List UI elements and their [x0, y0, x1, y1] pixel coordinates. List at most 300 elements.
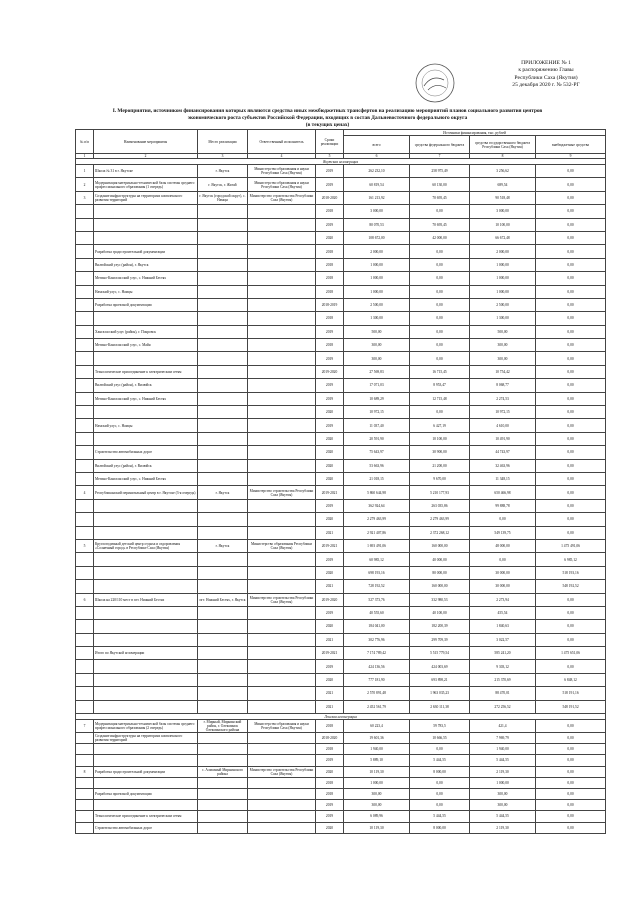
row-num — [76, 822, 94, 833]
row-period: 2018 — [316, 788, 344, 799]
row-extra: 0,00 — [536, 339, 606, 352]
row-responsible — [248, 822, 316, 833]
table-row — [76, 673, 606, 686]
row-extra: 0,00 — [536, 165, 606, 178]
row-place — [198, 285, 248, 298]
row-place — [198, 733, 248, 744]
table-row — [76, 432, 606, 445]
row-num — [76, 788, 94, 799]
table-row — [76, 486, 606, 499]
row-period: 2020 — [316, 620, 344, 633]
row-period: 2019-2021 — [316, 539, 344, 552]
header-period: Сроки реализации — [316, 130, 344, 154]
row-extra: 0,00 — [536, 419, 606, 432]
row-name: Строительство автомобильных дорог — [94, 822, 198, 833]
row-name: Создание инфраструктуры на территориях комплексного развития территорий — [94, 191, 198, 204]
row-name: Намский улус, с. Намцы — [94, 285, 198, 298]
table-row — [76, 446, 606, 459]
row-federal: 424 003,69 — [410, 660, 470, 673]
row-place — [198, 687, 248, 700]
row-federal: 0,00 — [410, 352, 470, 365]
row-total: 5 860 644,98 — [344, 486, 410, 499]
row-name — [94, 566, 198, 579]
seal-stamp — [414, 62, 456, 104]
row-republic: 10 972,15 — [470, 406, 536, 419]
row-period: 2020 — [316, 566, 344, 579]
row-total: 60 985,12 — [344, 553, 410, 566]
row-responsible — [248, 419, 316, 432]
table-row — [76, 245, 606, 258]
row-responsible — [248, 733, 316, 744]
row-name: Модернизация материально-технической базы системы среднего профессионального образования (1 очередь) — [94, 178, 198, 191]
row-total: 500,00 — [344, 325, 410, 338]
row-extra: 0,00 — [536, 633, 606, 646]
row-period: 2020 — [316, 822, 344, 833]
title-line: I. Мероприятия, источником финансирования которых являются средства иных межбюджетных трансфертов на реализацию мероприятий планов социального развития центров — [112, 108, 543, 114]
row-place — [198, 620, 248, 633]
table-row — [76, 811, 606, 822]
row-republic: 2 000,00 — [470, 245, 536, 258]
row-responsible — [248, 406, 316, 419]
row-total: 1 693 491,06 — [344, 539, 410, 552]
row-extra: 0,00 — [536, 258, 606, 271]
table-row — [76, 822, 606, 833]
row-federal: 2 279 463,99 — [410, 513, 470, 526]
row-num: 6 — [76, 593, 94, 606]
row-place — [198, 446, 248, 459]
row-federal: 40 100,00 — [410, 606, 470, 619]
row-responsible — [248, 298, 316, 311]
row-period: 2020 — [316, 406, 344, 419]
row-num — [76, 312, 94, 325]
row-responsible — [248, 312, 316, 325]
row-extra: 0,00 — [536, 298, 606, 311]
table-row — [76, 459, 606, 472]
row-republic: 1 840,63 — [470, 620, 536, 633]
row-responsible — [248, 499, 316, 512]
row-total: 10 119,30 — [344, 822, 410, 833]
appendix-block — [466, 60, 626, 90]
row-republic: 3 256,62 — [470, 165, 536, 178]
row-total: 19 601,36 — [344, 733, 410, 744]
row-responsible — [248, 392, 316, 405]
row-place — [198, 218, 248, 231]
header-total: всего — [344, 136, 410, 154]
row-place: г. Якутск — [198, 165, 248, 178]
row-responsible — [248, 526, 316, 539]
row-name — [94, 205, 198, 218]
row-extra: 1 475 491,06 — [536, 539, 606, 552]
row-extra: 0,00 — [536, 606, 606, 619]
table-row — [76, 392, 606, 405]
row-responsible: Министерство образования и науки Республики Саха (Якутия) — [248, 178, 316, 191]
table-row — [76, 165, 606, 178]
table-row — [76, 191, 606, 204]
row-federal: 299 709,39 — [410, 633, 470, 646]
row-place: г. Мирный, Мирнинский район, г. Олекминск Олекминского района — [198, 720, 248, 733]
row-extra: 0,00 — [536, 272, 606, 285]
row-period: 2019-2021 — [316, 486, 344, 499]
table-row — [76, 339, 606, 352]
row-num — [76, 406, 94, 419]
row-responsible — [248, 258, 316, 271]
row-responsible — [248, 673, 316, 686]
row-num — [76, 298, 94, 311]
row-extra: 0,00 — [536, 325, 606, 338]
row-num: 2 — [76, 178, 94, 191]
row-num — [76, 499, 94, 512]
row-total: 424 136,56 — [344, 660, 410, 673]
row-num — [76, 419, 94, 432]
row-extra: 0,00 — [536, 432, 606, 445]
row-extra: 518 193,16 — [536, 566, 606, 579]
row-extra: 6 985,12 — [536, 553, 606, 566]
row-republic: 10 491,90 — [470, 432, 536, 445]
row-num — [76, 620, 94, 633]
table-row — [76, 526, 606, 539]
row-name: Школа на 220/110 мест в пгт. Нижний Бестях — [94, 593, 198, 606]
row-federal: 0,00 — [410, 339, 470, 352]
row-federal: 21 200,00 — [410, 459, 470, 472]
row-republic: 5 444,55 — [470, 755, 536, 766]
row-responsible: Министерство строительства Республики Саха (Якутия) — [248, 593, 316, 606]
table-row — [76, 755, 606, 766]
row-name: Итого по Якутской агломерации — [94, 647, 198, 660]
row-total: 698 193,16 — [344, 566, 410, 579]
row-num — [76, 811, 94, 822]
row-place — [198, 606, 248, 619]
header-republic: средства государственного бюджета Республики Саха (Якутия) — [470, 136, 536, 154]
row-extra: 0,00 — [536, 744, 606, 755]
row-responsible — [248, 606, 316, 619]
row-extra: 0,00 — [536, 231, 606, 244]
row-place — [198, 432, 248, 445]
row-total: 728 192,52 — [344, 580, 410, 593]
row-period: 2018 — [316, 312, 344, 325]
row-federal: 2 630 111,38 — [410, 700, 470, 713]
row-total: 1 000,00 — [344, 777, 410, 788]
index-cell: 4 — [248, 154, 316, 159]
row-place — [198, 788, 248, 799]
row-republic: 32 463,96 — [470, 459, 536, 472]
table-row — [76, 733, 606, 744]
row-name — [94, 687, 198, 700]
row-federal: 0,00 — [410, 744, 470, 755]
table-row — [76, 744, 606, 755]
row-responsible — [248, 580, 316, 593]
row-responsible — [248, 432, 316, 445]
row-responsible — [248, 811, 316, 822]
table-row — [76, 231, 606, 244]
row-period: 2019 — [316, 165, 344, 178]
row-place — [198, 339, 248, 352]
row-extra: 0,00 — [536, 788, 606, 799]
row-place — [198, 526, 248, 539]
row-federal: 60 130,00 — [410, 178, 470, 191]
row-extra: 0,00 — [536, 446, 606, 459]
row-total: 300,00 — [344, 339, 410, 352]
row-period: 2018 — [316, 744, 344, 755]
row-extra: 0,00 — [536, 218, 606, 231]
row-federal: 0,00 — [410, 272, 470, 285]
row-num — [76, 660, 94, 673]
row-federal: 0,00 — [410, 788, 470, 799]
row-federal: 2 372 268,12 — [410, 526, 470, 539]
row-place: г. Якутск, г. Жатай — [198, 178, 248, 191]
row-republic: 2 119,30 — [470, 766, 536, 777]
row-period: 2019 — [316, 811, 344, 822]
row-extra: 0,00 — [536, 285, 606, 298]
row-total: 60 223,4 — [344, 720, 410, 733]
row-name: Разработка проектной документации — [94, 298, 198, 311]
row-name — [94, 406, 198, 419]
row-federal: 160 000,00 — [410, 580, 470, 593]
row-federal: 6 427,19 — [410, 419, 470, 432]
row-place — [198, 580, 248, 593]
table-row — [76, 606, 606, 619]
row-extra: 0,00 — [536, 205, 606, 218]
row-federal: 263 035,86 — [410, 499, 470, 512]
row-federal: 42 000,00 — [410, 231, 470, 244]
row-name — [94, 633, 198, 646]
row-place: г. Якутск (городской округ), с. Намцы — [198, 191, 248, 204]
row-federal: 258 975,49 — [410, 165, 470, 178]
row-responsible — [248, 446, 316, 459]
row-republic: 10 100,00 — [470, 218, 536, 231]
index-cell: 1 — [76, 154, 94, 159]
appendix-line: к распоряжению Главы — [518, 67, 574, 74]
row-responsible — [248, 272, 316, 285]
table-row — [76, 406, 606, 419]
row-republic: 2 119,30 — [470, 822, 536, 833]
row-num: 1 — [76, 165, 94, 178]
row-num — [76, 744, 94, 755]
row-place — [198, 755, 248, 766]
row-name — [94, 673, 198, 686]
row-republic: 1 000,00 — [470, 285, 536, 298]
row-period: 2018 — [316, 272, 344, 285]
row-period: 2019 — [316, 352, 344, 365]
table-row — [76, 660, 606, 673]
row-federal: 0,00 — [410, 245, 470, 258]
table-row — [76, 205, 606, 218]
row-extra: 0,00 — [536, 526, 606, 539]
appendix-line: Республики Саха (Якутия) — [514, 74, 578, 81]
row-federal: 0,00 — [410, 285, 470, 298]
row-total: 302 776,96 — [344, 633, 410, 646]
table-row — [76, 218, 606, 231]
table-row — [76, 312, 606, 325]
row-name: Круглогодичный детский центр отдыха и оздоровления «Солнечный город» в Республике Саха (Якутия) — [94, 539, 198, 552]
row-name — [94, 312, 198, 325]
header-sources: Источники финансирования, тыс. рублей — [344, 130, 606, 136]
table-row — [76, 800, 606, 811]
row-republic: 9 303,12 — [470, 660, 536, 673]
row-period: 2018 — [316, 205, 344, 218]
row-place — [198, 777, 248, 788]
row-period: 2018 — [316, 720, 344, 733]
row-total: 262 232,10 — [344, 165, 410, 178]
row-extra: 0,00 — [536, 245, 606, 258]
row-extra: 0,00 — [536, 191, 606, 204]
row-total: 53 663,96 — [344, 459, 410, 472]
row-extra: 0,00 — [536, 660, 606, 673]
row-period: 2019-2021 — [316, 647, 344, 660]
row-place — [198, 231, 248, 244]
index-cell: 5 — [316, 154, 344, 159]
row-federal: 40 000,00 — [410, 553, 470, 566]
row-period: 2018 — [316, 339, 344, 352]
row-name — [94, 660, 198, 673]
row-republic: 300,00 — [470, 788, 536, 799]
index-cell: 7 — [410, 154, 470, 159]
row-place — [198, 647, 248, 660]
row-name: Создание инфраструктуры на территориях комплексного развития территорий — [94, 733, 198, 744]
row-period: 2019 — [316, 392, 344, 405]
row-place — [198, 811, 248, 822]
row-place — [198, 258, 248, 271]
row-period: 2018-2020 — [316, 733, 344, 744]
row-republic: 10 754,42 — [470, 365, 536, 378]
row-republic: 1 300,00 — [470, 312, 536, 325]
table-row — [76, 325, 606, 338]
row-name — [94, 620, 198, 633]
row-federal: 5 444,55 — [410, 755, 470, 766]
row-extra: 548 191,52 — [536, 700, 606, 713]
row-total: 527 373,76 — [344, 593, 410, 606]
row-place — [198, 419, 248, 432]
row-total: 300,00 — [344, 352, 410, 365]
row-total: 2 921 407,86 — [344, 526, 410, 539]
row-total: 7 174 789,42 — [344, 647, 410, 660]
row-extra: 518 191,16 — [536, 687, 606, 700]
row-place — [198, 822, 248, 833]
row-num: 7 — [76, 720, 94, 733]
row-name: Вилюйский улус (район), г. Вилюйск — [94, 459, 198, 472]
row-federal: 332 980,53 — [410, 593, 470, 606]
row-responsible — [248, 459, 316, 472]
row-total: 40 555,60 — [344, 606, 410, 619]
row-name: Школа № 31 в г. Якутске — [94, 165, 198, 178]
row-total: 10 689,29 — [344, 392, 410, 405]
row-federal: 160 000,00 — [410, 539, 470, 552]
row-republic: 11 348,15 — [470, 472, 536, 485]
row-federal: 8 000,00 — [410, 822, 470, 833]
row-period: 2019 — [316, 178, 344, 191]
row-responsible — [248, 379, 316, 392]
row-total: 27 569,83 — [344, 365, 410, 378]
row-place: г. Якутск — [198, 539, 248, 552]
table-row — [76, 499, 606, 512]
row-republic: 300,00 — [470, 352, 536, 365]
row-name — [94, 700, 198, 713]
row-responsible: Министерство строительства Республики Саха (Якутия) — [248, 191, 316, 204]
row-total: 2 000,00 — [344, 245, 410, 258]
row-total: 17 071,03 — [344, 379, 410, 392]
row-num — [76, 553, 94, 566]
row-responsible — [248, 633, 316, 646]
row-federal: 8 953,47 — [410, 379, 470, 392]
row-num — [76, 339, 94, 352]
row-period: 2019 — [316, 553, 344, 566]
row-responsible — [248, 687, 316, 700]
table-row — [76, 513, 606, 526]
row-extra: 0,00 — [536, 406, 606, 419]
row-total: 11 037,40 — [344, 419, 410, 432]
row-num — [76, 218, 94, 231]
table-row — [76, 352, 606, 365]
row-federal: 693 898,21 — [410, 673, 470, 686]
row-extra: 0,00 — [536, 499, 606, 512]
row-extra: 0,00 — [536, 733, 606, 744]
section-title: Якутская агломерация — [76, 159, 606, 165]
row-num — [76, 325, 94, 338]
row-responsible: Министерство строительства Республики Саха (Якутия) — [248, 766, 316, 777]
row-responsible — [248, 744, 316, 755]
row-federal: 0,00 — [410, 312, 470, 325]
row-period: 2018 — [316, 285, 344, 298]
table-row — [76, 647, 606, 660]
header-num: № п/п — [76, 130, 94, 154]
row-place — [198, 298, 248, 311]
row-period: 2018 — [316, 777, 344, 788]
row-period: 2019 — [316, 325, 344, 338]
row-republic: 585 241,20 — [470, 647, 536, 660]
row-place — [198, 379, 248, 392]
index-cell: 6 — [344, 154, 410, 159]
row-extra: 0,00 — [536, 178, 606, 191]
row-place — [198, 744, 248, 755]
row-name — [94, 218, 198, 231]
table-row — [76, 720, 606, 733]
row-responsible: Министерство образования и науки Республики Саха (Якутия) — [248, 165, 316, 178]
row-place: с. Алмазный Мирнинского района — [198, 766, 248, 777]
row-republic: 5 444,55 — [470, 811, 536, 822]
row-republic: 99 888,78 — [470, 499, 536, 512]
title-line: экономического роста субъектов Российской Федерации, входящих в состав Дальневосточного федерального округа — [187, 114, 468, 121]
row-period: 2021 — [316, 700, 344, 713]
row-num — [76, 258, 94, 271]
row-federal: 5 444,55 — [410, 811, 470, 822]
row-name: Мегино-Кангаласский улус, с. Нижний Бестях — [94, 392, 198, 405]
row-total: 10 119,30 — [344, 766, 410, 777]
row-responsible — [248, 245, 316, 258]
row-federal: 30 900,00 — [410, 446, 470, 459]
row-period: 2020 — [316, 459, 344, 472]
row-responsible — [248, 647, 316, 660]
row-republic: 0,00 — [470, 513, 536, 526]
row-num — [76, 446, 94, 459]
row-federal: 0,00 — [410, 258, 470, 271]
row-place — [198, 205, 248, 218]
table-row — [76, 566, 606, 579]
row-place — [198, 553, 248, 566]
row-responsible — [248, 513, 316, 526]
row-extra: 0,00 — [536, 800, 606, 811]
row-num: 3 — [76, 191, 94, 204]
row-period: 2018-2020 — [316, 191, 344, 204]
row-name — [94, 580, 198, 593]
table-row — [76, 272, 606, 285]
measures-table — [75, 129, 606, 834]
row-num — [76, 733, 94, 744]
row-name: Разработка проектной документации — [94, 788, 198, 799]
row-total: 1 940,00 — [344, 744, 410, 755]
row-name — [94, 526, 198, 539]
row-federal: 0,00 — [410, 406, 470, 419]
row-total: 777 181,90 — [344, 673, 410, 686]
row-num — [76, 755, 94, 766]
